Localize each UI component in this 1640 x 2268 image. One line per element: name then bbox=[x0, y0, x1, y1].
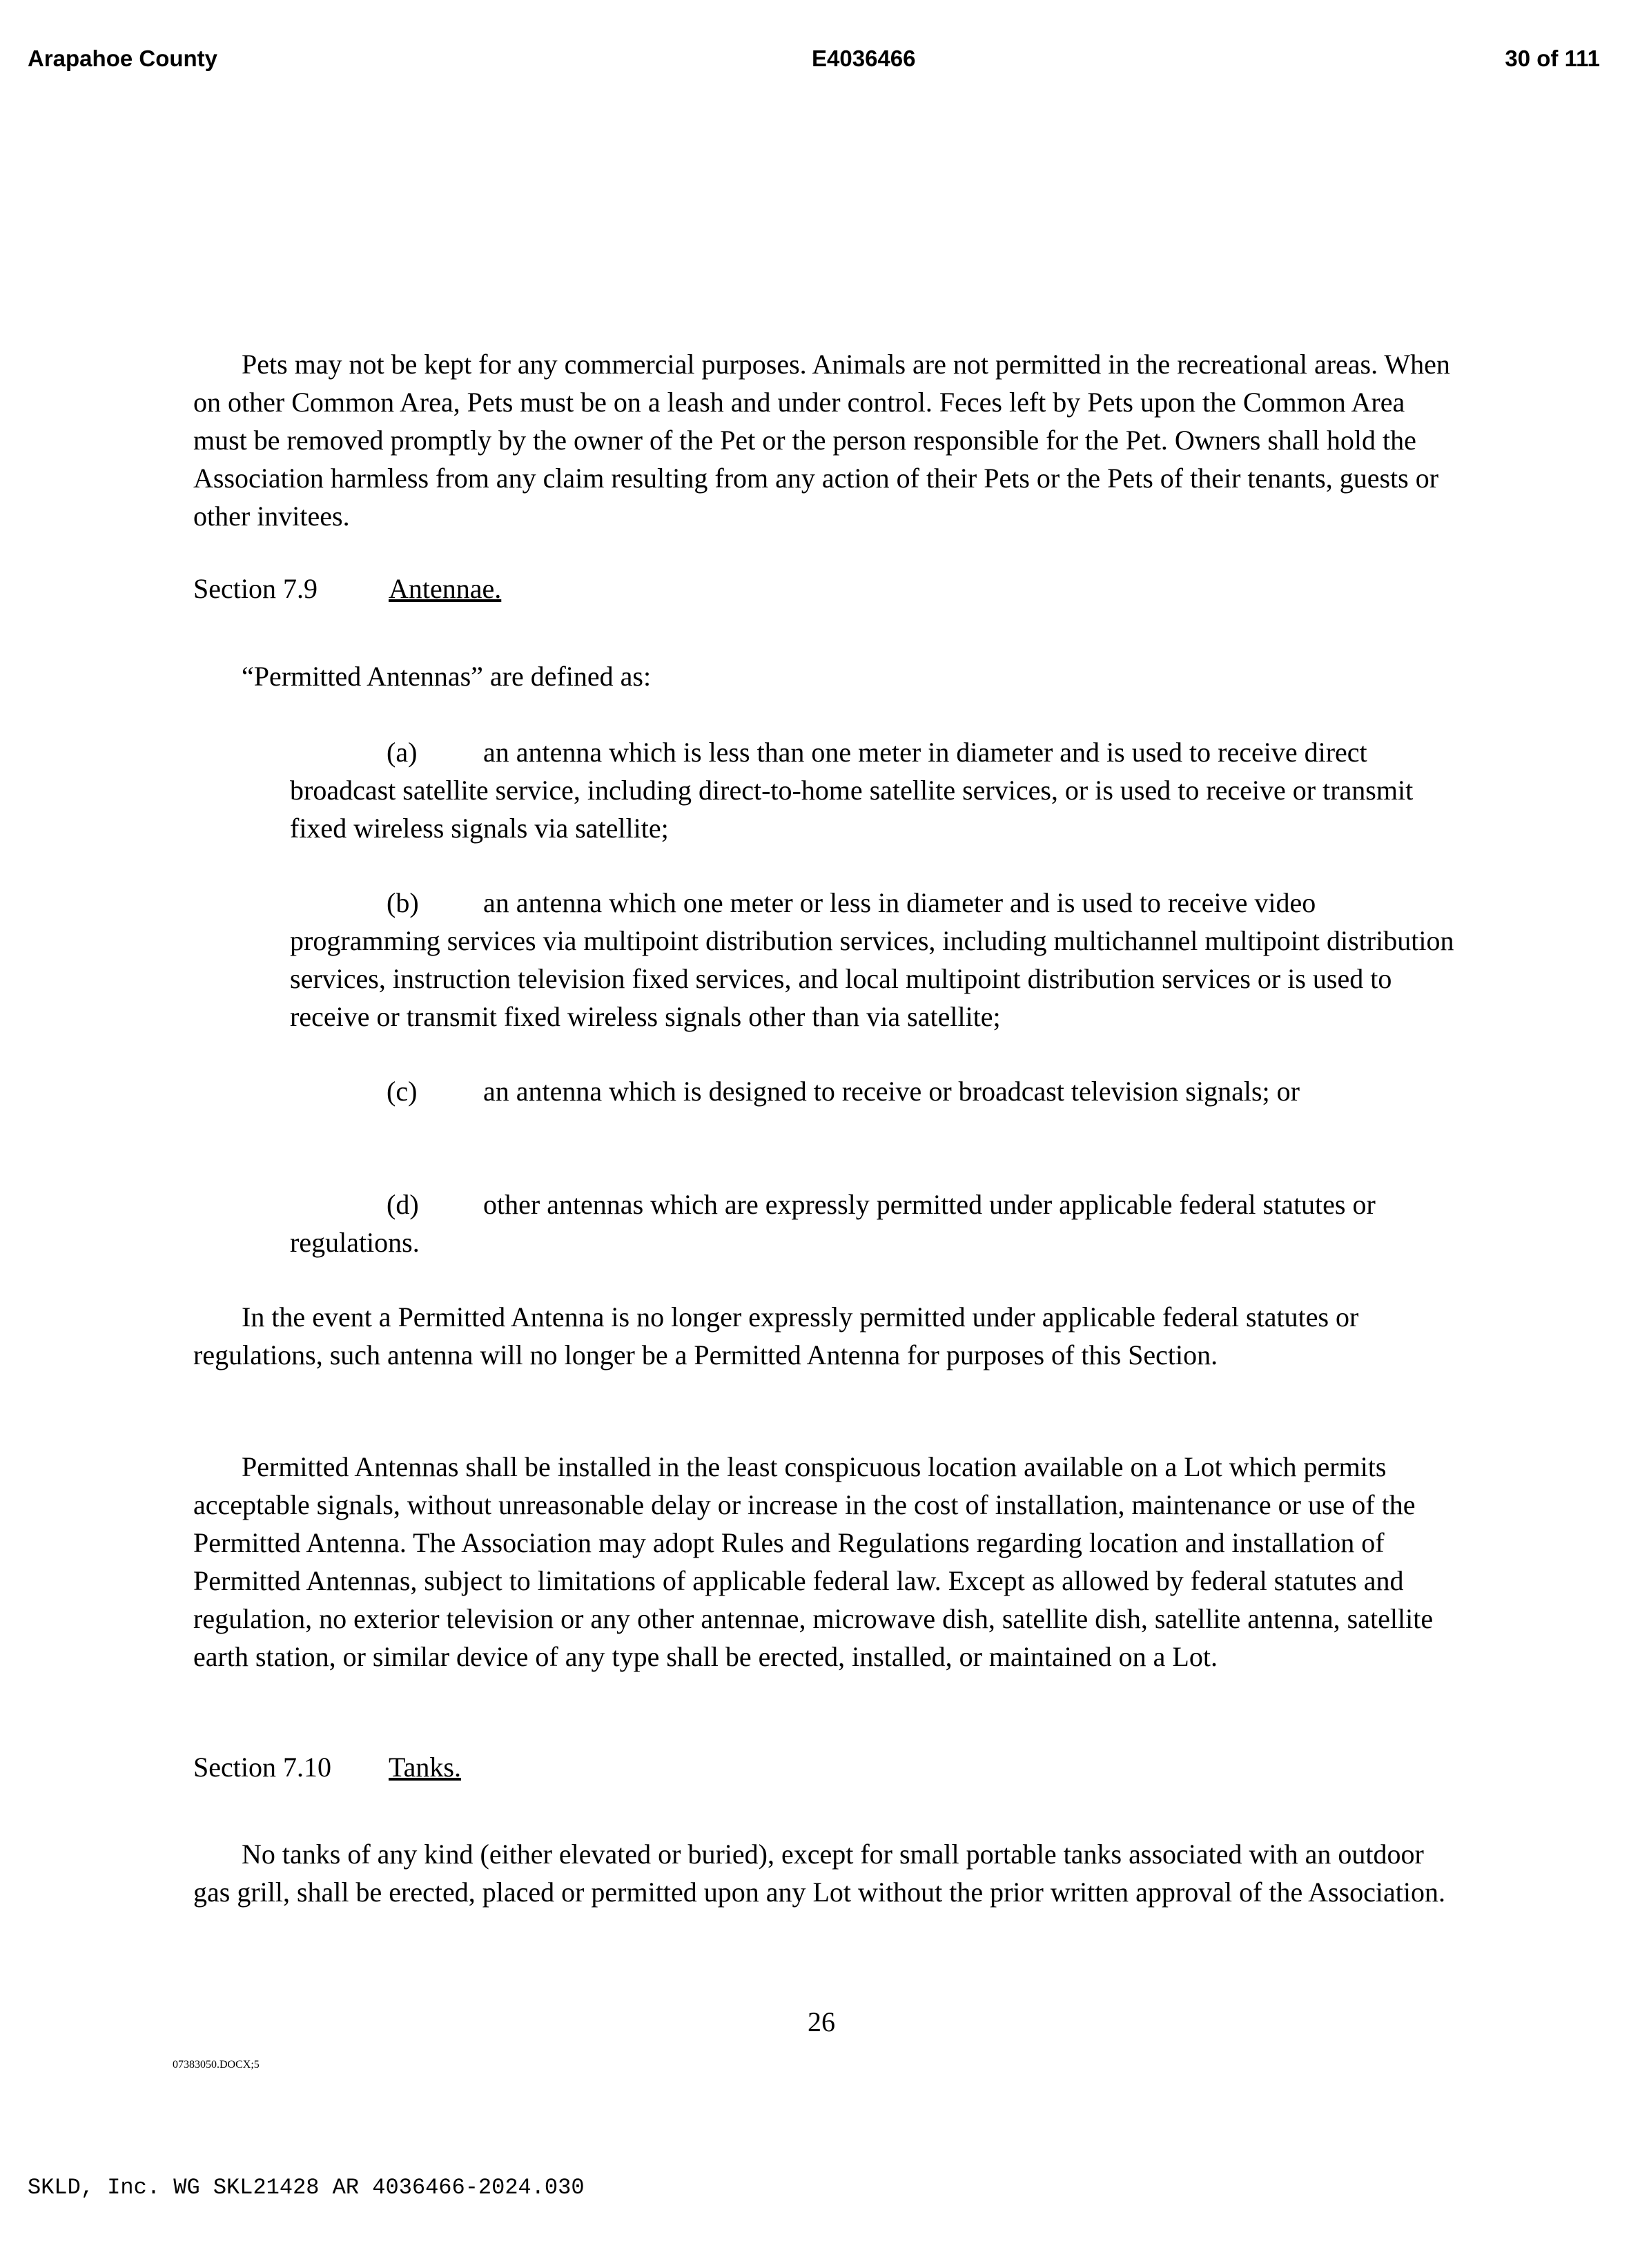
section-number: Section 7.9 bbox=[193, 573, 318, 604]
section-number: Section 7.10 bbox=[193, 1752, 331, 1783]
no-longer-permitted-paragraph: In the event a Permitted Antenna is no longer expressly permitted under applicable federal statutes or regulations, such antenna will no longer be a Permitted Antenna for purposes of this Section. bbox=[193, 1301, 1359, 1370]
item-label: (c) bbox=[387, 1076, 418, 1107]
permitted-antennas-definition: “Permitted Antennas” are defined as: bbox=[242, 661, 652, 692]
tanks-paragraph: No tanks of any kind (either elevated or buried), except for small portable tanks associated with an outdoor gas grill, shall be erected, placed or permitted upon any Lot without the prior written approval of the Association. bbox=[193, 1839, 1445, 1908]
item-text: an antenna which one meter or less in diameter and is used to receive video programming services via multipoint distribution services, including multichannel multipoint distribution services, instruction television fixed services, and local multipoint distribution services or is used to receive or transmit fixed wireless signals other than via satellite; bbox=[290, 887, 1454, 1032]
pets-paragraph: Pets may not be kept for any commercial purposes. Animals are not permitted in the recreational areas. When on other Common Area, Pets must be on a leash and under control. Feces left by Pets upon the Common Area must be removed promptly by the owner of the Pet or the person responsible for the Pet. Owners shall hold the Association harmless from any claim resulting from any action of their Pets or the Pets of their tenants, guests or other invitees. bbox=[193, 349, 1450, 532]
item-text: other antennas which are expressly permitted under applicable federal statutes or regulations. bbox=[290, 1189, 1376, 1258]
document-id: 07383050.DOCX;5 bbox=[173, 2059, 260, 2071]
list-item-d bbox=[290, 1185, 1456, 1261]
page-number: 26 bbox=[808, 2006, 835, 2037]
item-label: (b) bbox=[387, 887, 419, 918]
header-page-counter: 30 of 111 bbox=[1505, 46, 1600, 71]
header-county: Arapahoe County bbox=[28, 46, 218, 71]
section-heading-tanks bbox=[193, 1748, 461, 1786]
section-title: Tanks. bbox=[389, 1752, 461, 1783]
section-title: Antennae. bbox=[389, 573, 502, 604]
header-reception-number: E4036466 bbox=[812, 46, 916, 71]
list-item-c bbox=[290, 1072, 1456, 1110]
item-text: an antenna which is less than one meter in diameter and is used to receive direct broadcast satellite service, including direct-to-home satellite services, or is used to receive or transmit fixed wireless signals via satellite; bbox=[290, 737, 1414, 844]
item-label: (a) bbox=[387, 737, 418, 768]
list-item-a bbox=[290, 733, 1456, 847]
section-heading-antennae bbox=[193, 570, 502, 608]
list-item-b bbox=[290, 884, 1456, 1036]
installation-paragraph: Permitted Antennas shall be installed in the least conspicuous location available on a Lot which permits acceptable signals, without unreasonable delay or increase in the cost of installation, maintenance or use of the Permitted Antenna. The Association may adopt Rules and Regulations regarding location and installation of Permitted Antennas, subject to limitations of applicable federal law. Except as allowed by federal statutes and regulation, no exterior television or any other antennae, microwave dish, satellite dish, satellite antenna, satellite earth station, or similar device of any type shall be erected, installed, or maintained on a Lot. bbox=[193, 1451, 1434, 1672]
item-text: an antenna which is designed to receive or broadcast television signals; or bbox=[483, 1076, 1300, 1107]
item-label: (d) bbox=[387, 1189, 419, 1220]
recording-footer: SKLD, Inc. WG SKL21428 AR 4036466-2024.030 bbox=[28, 2175, 585, 2200]
